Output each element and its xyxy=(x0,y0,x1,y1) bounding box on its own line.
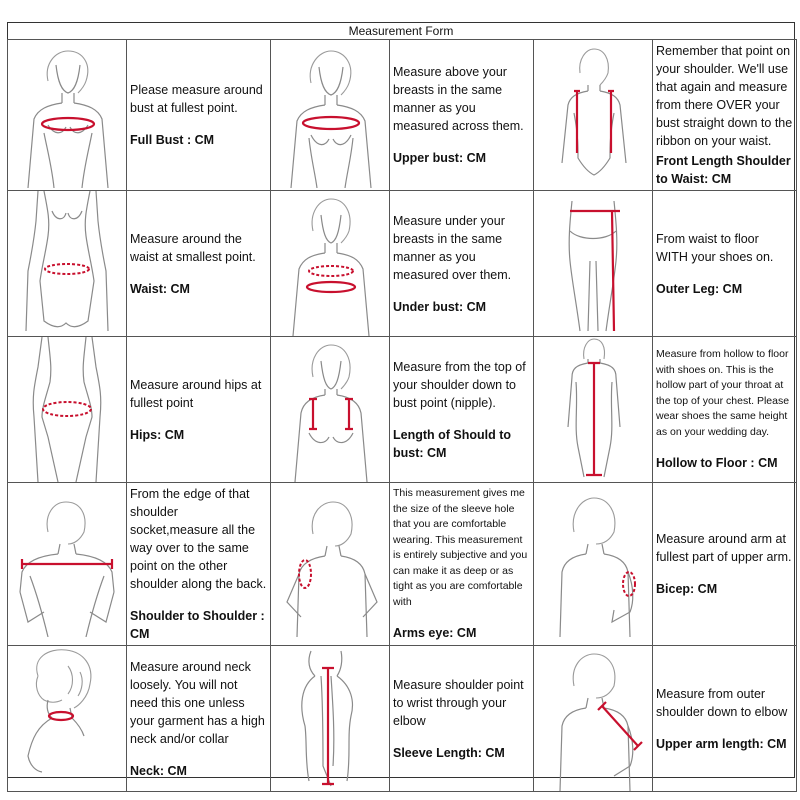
sleeve-length-label: Sleeve Length: CM xyxy=(393,745,505,760)
shoulder-to-shoulder-description: From the edge of that shoulder socket,measure all the way over to the same point on the other shoulder along the back. xyxy=(130,487,267,591)
neck-cell xyxy=(127,646,271,792)
shoulder-to-bust-cell xyxy=(390,337,534,483)
hips-cell xyxy=(127,337,271,483)
upper-bust-cell xyxy=(390,40,534,191)
upper-bust-label: Upper bust: CM xyxy=(393,151,487,165)
table-row xyxy=(8,191,797,337)
front-length-figure xyxy=(534,40,653,191)
outer-leg-label: Outer Leg: CM xyxy=(656,281,743,296)
under-bust-label: Under bust: CM xyxy=(393,299,487,314)
hips-description: Measure around hips at fullest point xyxy=(130,377,262,410)
table-row xyxy=(8,646,797,792)
waist-figure xyxy=(8,191,127,337)
shoulder-to-shoulder-figure xyxy=(8,483,127,646)
hollow-to-floor-cell xyxy=(653,337,797,483)
sleeve-length-description: Measure shoulder point to wrist through your elbow xyxy=(393,677,524,728)
full-bust-label: Full Bust : CM xyxy=(130,133,215,147)
bicep-figure xyxy=(534,483,653,646)
upper-arm-length-label: Upper arm length: CM xyxy=(656,736,787,751)
shoulder-to-bust-description: Measure from the top of your shoulder down to bust point (nipple). xyxy=(393,359,526,410)
bicep-cell xyxy=(653,483,797,646)
arms-eye-figure xyxy=(271,483,390,646)
bicep-description: Measure around arm at fullest part of upper arm. xyxy=(656,532,792,564)
waist-description: Measure around the waist at smallest point. xyxy=(130,231,256,264)
neck-figure xyxy=(8,646,127,792)
sleeve-length-figure xyxy=(271,646,390,792)
hollow-to-floor-description: Measure from hollow to floor with shoes on. This is the hollow part of your throat at the top of your chest. Please wear shoes the same height as on your wedding day. xyxy=(656,348,790,438)
outer-leg-description: From waist to floor WITH your shoes on. xyxy=(656,231,774,264)
full-bust-description: Please measure around bust at fullest point. xyxy=(130,83,263,115)
full-bust-cell xyxy=(127,40,271,191)
shoulder-to-shoulder-label: Shoulder to Shoulder : CM xyxy=(130,609,265,641)
under-bust-cell xyxy=(390,191,534,337)
full-bust-figure xyxy=(8,40,127,191)
outer-leg-cell xyxy=(653,191,797,337)
front-length-cell xyxy=(653,40,797,191)
shoulder-to-bust-label: Length of Should to bust: CM xyxy=(393,427,512,460)
hips-figure xyxy=(8,337,127,483)
table-row xyxy=(8,483,797,646)
upper-bust-figure xyxy=(271,40,390,191)
outer-leg-figure xyxy=(534,191,653,337)
table-row xyxy=(8,40,797,191)
sleeve-length-cell xyxy=(390,646,534,792)
hips-label: Hips: CM xyxy=(130,427,185,442)
arms-eye-cell xyxy=(390,483,534,646)
arms-eye-label: Arms eye: CM xyxy=(393,626,477,640)
upper-arm-length-description: Measure from outer shoulder down to elbow xyxy=(656,686,788,719)
front-length-description: Remember that point on your shoulder. We'll use that again and measure from there OVER your bust straight down to the ribbon on your waist. xyxy=(656,44,793,148)
upper-bust-description: Measure above your breasts in the same manner as you measured across them. xyxy=(393,65,524,133)
upper-arm-length-cell xyxy=(653,646,797,792)
upper-arm-length-figure xyxy=(534,646,653,792)
arms-eye-description: This measurement gives me the size of the sleeve hole that you are comfortable wearing. This measurement is entirely subjective and you can make it as deep or as tight as you are comfortable with xyxy=(393,487,528,608)
measurement-table xyxy=(7,39,797,792)
waist-cell xyxy=(127,191,271,337)
bicep-label: Bicep: CM xyxy=(656,582,718,596)
neck-label: Neck: CM xyxy=(130,763,187,778)
neck-description: Measure around neck loosely. You will not need this one unless your garment has a high neck and/or collar xyxy=(130,659,265,746)
table-row xyxy=(8,337,797,483)
hollow-to-floor-figure xyxy=(534,337,653,483)
form-title: Measurement Form xyxy=(7,22,795,40)
hollow-to-floor-label: Hollow to Floor : CM xyxy=(656,456,778,470)
under-bust-figure xyxy=(271,191,390,337)
shoulder-to-bust-figure xyxy=(271,337,390,483)
shoulder-to-shoulder-cell xyxy=(127,483,271,646)
waist-label: Waist: CM xyxy=(130,281,190,296)
front-length-label: Front Length Shoulder to Waist: CM xyxy=(656,154,791,186)
under-bust-description: Measure under your breasts in the same manner as you measured over them. xyxy=(393,213,512,282)
